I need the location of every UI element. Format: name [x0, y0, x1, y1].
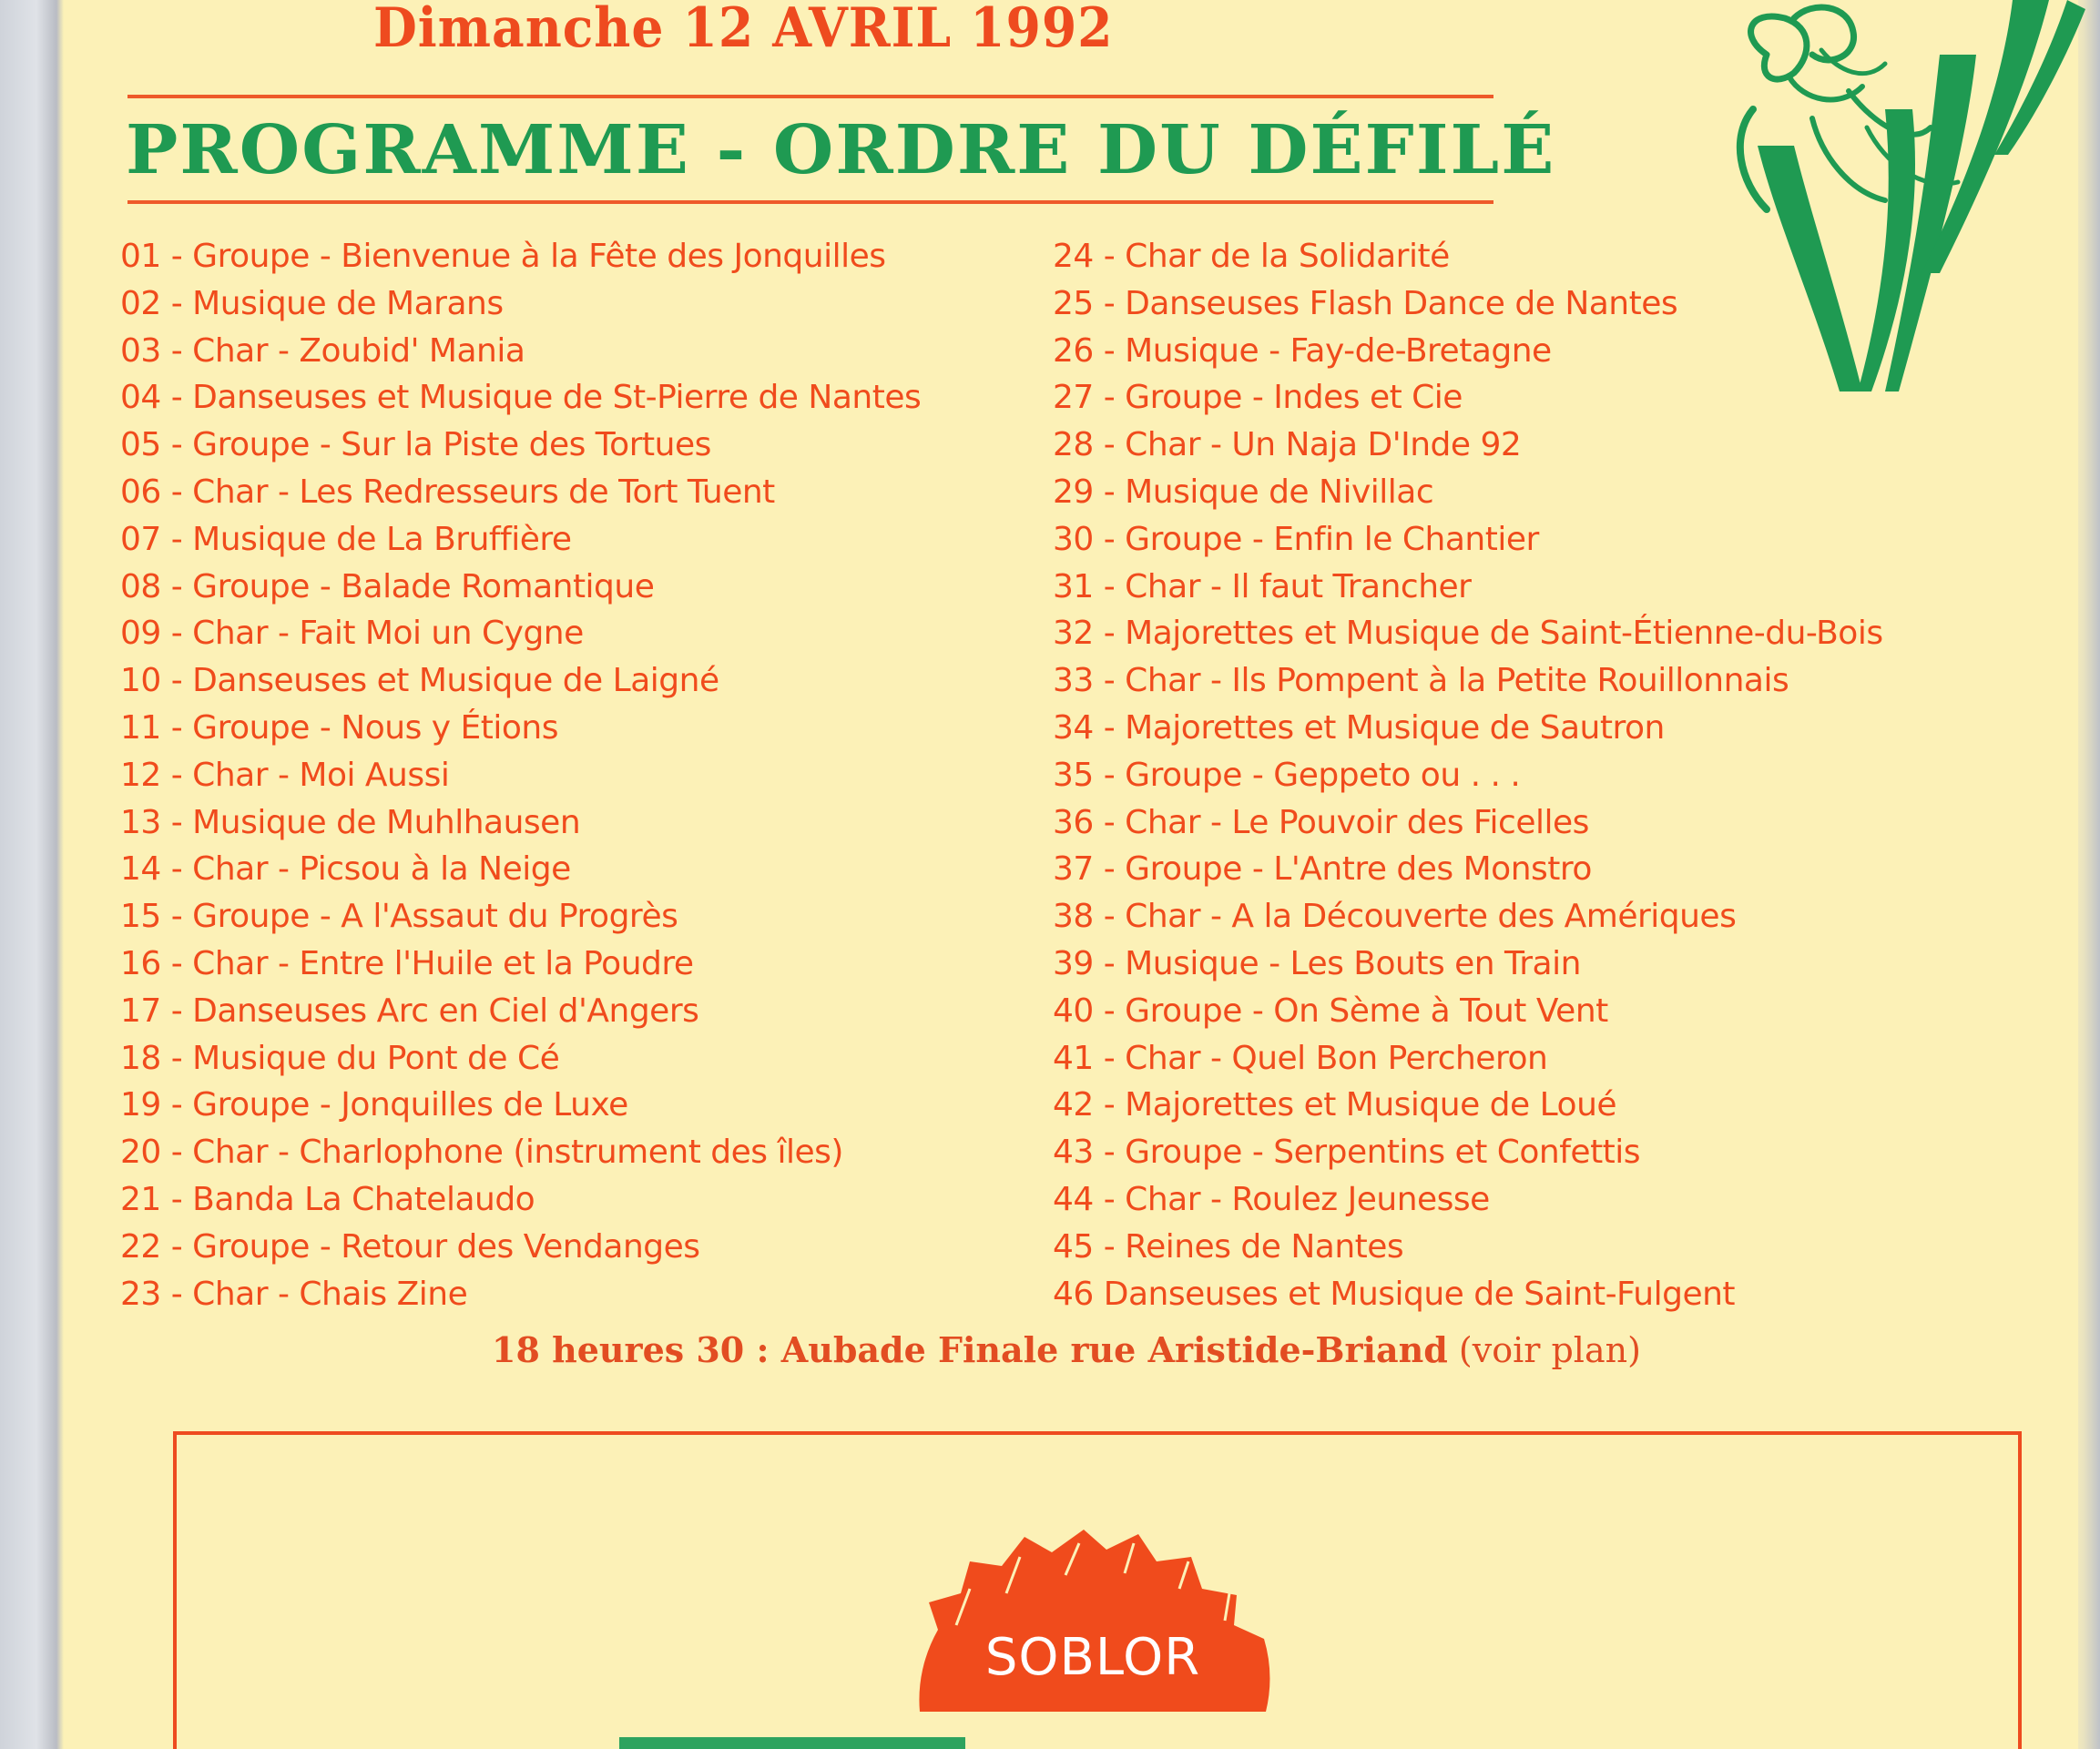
program-sheet [64, 0, 2078, 1749]
program-item: 06 - Char - Les Redresseurs de Tort Tuent [120, 473, 775, 511]
program-item: 25 - Danseuses Flash Dance de Nantes [1053, 284, 1678, 322]
program-item: 27 - Groupe - Indes et Cie [1053, 379, 1463, 417]
program-item: 12 - Char - Moi Aussi [120, 756, 450, 794]
program-item: 22 - Groupe - Retour des Vendanges [120, 1227, 700, 1266]
program-item: 39 - Musique - Les Bouts en Train [1053, 944, 1581, 982]
program-item: 23 - Char - Chais Zine [120, 1275, 468, 1313]
program-item: 43 - Groupe - Serpentins et Confettis [1053, 1134, 1641, 1172]
program-item: 24 - Char de la Solidarité [1053, 238, 1450, 275]
program-item: 01 - Groupe - Bienvenue à la Fête des Jonquilles [120, 238, 886, 275]
program-item: 36 - Char - Le Pouvoir des Ficelles [1053, 803, 1589, 841]
program-item: 09 - Char - Fait Moi un Cygne [120, 615, 584, 653]
program-item: 45 - Reines de Nantes [1053, 1227, 1404, 1266]
program-item: 16 - Char - Entre l'Huile et la Poudre [120, 944, 694, 982]
program-item: 05 - Groupe - Sur la Piste des Tortues [120, 426, 711, 464]
program-item: 13 - Musique de Muhlhausen [120, 803, 581, 841]
program-item: 15 - Groupe - A l'Assaut du Progrès [120, 898, 678, 936]
program-item: 14 - Char - Picsou à la Neige [120, 850, 571, 889]
program-item: 10 - Danseuses et Musique de Laigné [120, 662, 719, 700]
program-item: 29 - Musique de Nivillac [1053, 473, 1434, 511]
program-item: 44 - Char - Roulez Jeunesse [1053, 1180, 1490, 1218]
finale-note: (voir plan) [1458, 1330, 1641, 1370]
finale-line [492, 1329, 1641, 1370]
program-item: 04 - Danseuses et Musique de St-Pierre de Nantes [120, 379, 922, 417]
program-item: 20 - Char - Charlophone (instrument des îles) [120, 1134, 843, 1172]
program-item: 02 - Musique de Marans [120, 284, 504, 322]
program-item: 03 - Char - Zoubid' Mania [120, 331, 525, 370]
program-item: 46 Danseuses et Musique de Saint-Fulgent [1053, 1275, 1736, 1313]
program-item: 08 - Groupe - Balade Romantique [120, 567, 655, 605]
program-item: 11 - Groupe - Nous y Étions [120, 708, 558, 747]
finale-text: 18 heures 30 : Aubade Finale rue Aristide-Briand [492, 1329, 1448, 1370]
program-item: 28 - Char - Un Naja D'Inde 92 [1053, 426, 1522, 464]
program-item: 42 - Majorettes et Musique de Loué [1053, 1086, 1617, 1124]
title-rule-bottom [127, 200, 1493, 204]
program-item: 32 - Majorettes et Musique de Saint-Étienne-du-Bois [1053, 615, 1883, 653]
program-item: 33 - Char - Ils Pompent à la Petite Rouillonnais [1053, 662, 1789, 700]
program-item: 38 - Char - A la Découverte des Amériques [1053, 898, 1737, 936]
program-item: 30 - Groupe - Enfin le Chantier [1053, 520, 1539, 558]
program-list-left [120, 233, 921, 1317]
program-list-right [1053, 233, 1883, 1317]
program-item: 41 - Char - Quel Bon Percheron [1053, 1039, 1548, 1077]
program-item: 07 - Musique de La Bruffière [120, 520, 572, 558]
program-item: 26 - Musique - Fay-de-Bretagne [1053, 331, 1552, 370]
program-item: 37 - Groupe - L'Antre des Monstro [1053, 850, 1592, 889]
program-item: 18 - Musique du Pont de Cé [120, 1039, 560, 1077]
program-item: 35 - Groupe - Geppeto ou . . . [1053, 756, 1521, 794]
green-banner-fragment [619, 1737, 965, 1749]
program-item: 21 - Banda La Chatelaudo [120, 1180, 535, 1218]
title-rule-top [127, 95, 1493, 98]
brand-logo-text: SOBLOR [984, 1628, 1201, 1687]
event-date: Dimanche 12 AVRIL 1992 [373, 0, 1114, 60]
program-item: 17 - Danseuses Arc en Ciel d'Angers [120, 991, 699, 1030]
program-item: 19 - Groupe - Jonquilles de Luxe [120, 1086, 628, 1124]
program-item: 31 - Char - Il faut Trancher [1053, 567, 1472, 605]
program-item: 34 - Majorettes et Musique de Sautron [1053, 708, 1665, 747]
program-title: PROGRAMME - ORDRE DU DÉFILÉ [126, 111, 1556, 189]
program-item: 40 - Groupe - On Sème à Tout Vent [1053, 991, 1608, 1030]
